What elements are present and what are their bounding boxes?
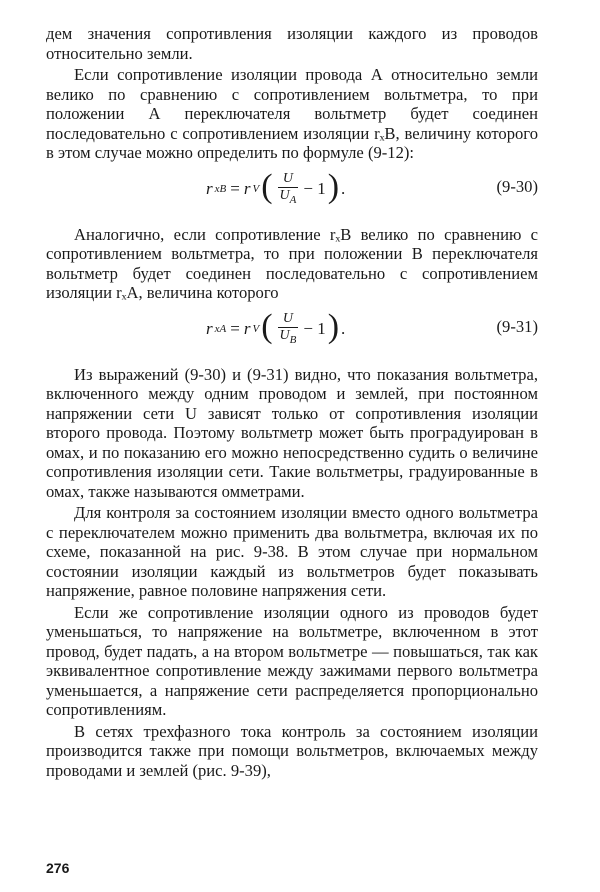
denominator-symbol: U: [279, 327, 290, 343]
paragraph-two-voltmeters: Для контроля за состоянием изоляции вместо одного вольтметра с переключателем можно применить два вольтметра, включая их по схеме, показанной на рис. 9-38. В этом случае при нормальном состоянии изоляции каждый из вольтметров будет показывать напряжение, равное половине напряжения сети.: [46, 503, 538, 600]
eq-period: .: [341, 319, 346, 338]
equation-body: [206, 308, 346, 348]
paragraph-resistance-drop: Если же сопротивление изоляции одного из проводов будет уменьшаться, то напряжение на вольтметре, включенном в этот провод, будет падать, а на втором вольтметре — повышаться, так как эквивалентное сопротивление между зажимами первого вольтметра уменьшается, а напряжение сети распределяется пропорционально сопротивлениям.: [46, 602, 538, 719]
fraction: [278, 171, 299, 208]
equation-9-31: [46, 307, 538, 359]
fraction: [278, 311, 299, 348]
fraction-numerator: U: [282, 310, 293, 326]
eq-period: .: [341, 179, 346, 198]
equation-number: (9-30): [496, 176, 538, 196]
paragraph-wire-a: Если сопротивление изоляции провода А относительно земли велико по сравнению с сопротивлением вольтметра, то при положении А переключателя вольтметр будет соединен последовательно с сопротивлением изоляции rₓB, величину которого в этом случае можно определить по формуле (9-12):: [46, 65, 538, 162]
fraction-denominator: [278, 327, 299, 348]
fraction-numerator: U: [282, 170, 293, 186]
eq-equals: =: [230, 179, 240, 198]
right-paren: ): [327, 168, 340, 205]
equation-body: [206, 168, 346, 208]
equation-number: (9-31): [496, 316, 538, 336]
page-number: 276: [46, 860, 70, 876]
left-paren: (: [261, 308, 273, 345]
eq-equals: =: [230, 319, 240, 338]
eq-lhs: r: [206, 319, 213, 338]
eq-lhs-subscript: xB: [214, 183, 227, 195]
paragraph-analogous: Аналогично, если сопротивление rₓB велико по сравнению с сопротивлением вольтметра, то при положении В переключателя вольтметр будет соединен последовательно с сопротивлением изоляции rₓA, величина которого: [46, 224, 538, 302]
right-paren: ): [327, 308, 340, 345]
eq-rhs-subscript: V: [252, 183, 260, 195]
eq-minus-one: − 1: [303, 319, 326, 338]
denominator-subscript: A: [289, 193, 297, 206]
eq-lhs: r: [206, 179, 213, 198]
eq-lhs-subscript: xA: [214, 323, 227, 335]
paragraph-continuation: дем значения сопротивления изоляции каждого из проводов относительно земли.: [46, 24, 538, 63]
paragraph-three-phase: В сетях трехфазного тока контроль за состоянием изоляции производится также при помощи вольтметров, включаемых между проводами и землей (рис. 9-39),: [46, 721, 538, 780]
equation-9-30: [46, 167, 538, 219]
eq-rhs-subscript: V: [252, 323, 260, 335]
eq-rhs: r: [243, 179, 251, 198]
left-paren: (: [261, 168, 273, 205]
denominator-symbol: U: [279, 187, 290, 203]
denominator-subscript: B: [289, 333, 297, 346]
eq-rhs: r: [243, 319, 251, 338]
fraction-denominator: [278, 187, 299, 208]
eq-minus-one: − 1: [303, 179, 326, 198]
paragraph-expressions: Из выражений (9-30) и (9-31) видно, что показания вольтметра, включенного между одним проводом и землей, при постоянном напряжении сети U зависят только от сопротивления изоляции второго провода. Поэтому вольтметр может быть проградуирован в омах, и по показанию его можно непосредственно судить о величине сопротивления изоляции сети. Такие вольтметры, градуированные в омах, также называются омметрами.: [46, 364, 538, 501]
